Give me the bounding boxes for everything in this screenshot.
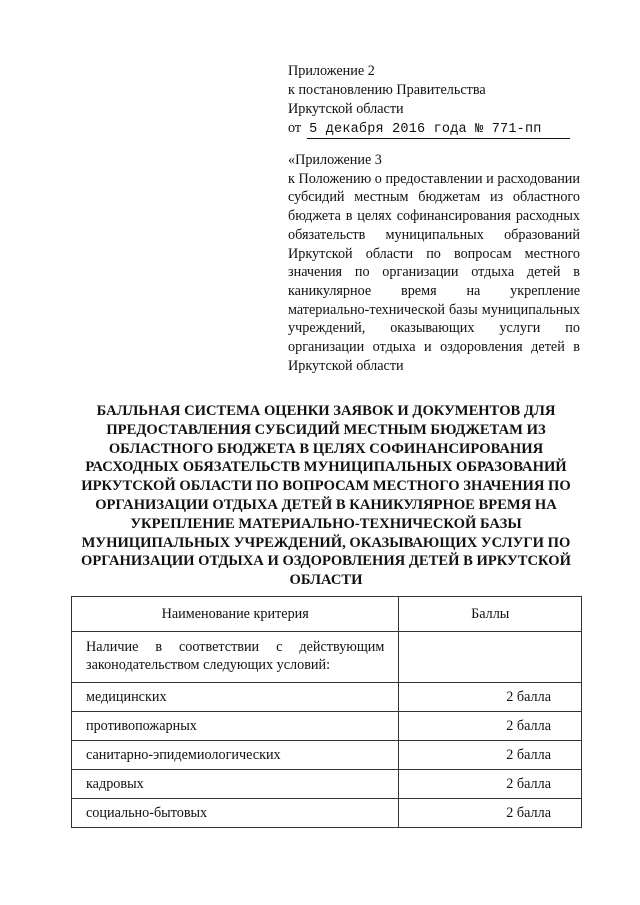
score-cell: 2 балла: [399, 741, 582, 770]
appendix-3-label: «Приложение 3: [288, 152, 382, 168]
table-intro-row: [72, 632, 582, 683]
appendix-2-region: Иркутской области: [288, 101, 404, 117]
criterion-cell: противопожарных: [72, 712, 399, 741]
table-row: [72, 683, 582, 712]
table-row: [72, 770, 582, 799]
score-cell: 2 балла: [399, 770, 582, 799]
appendix-3-description: к Положению о предоставлении и расходовании субсидий местным бюджетам из областного бюджета в целях софинансирования расходных обязательств муниципальных образований Иркутской области по вопросам местного значения по организации отдыха детей в каникулярное время на укрепление материально-технической базы муниципальных учреждений, оказывающих услуги по организации отдыха и оздоровления детей в Иркутской области: [288, 170, 580, 374]
score-cell: 2 балла: [399, 712, 582, 741]
intro-cell: Наличие в соответствии с действующим законодательством следующих условий:: [72, 632, 399, 683]
criterion-cell: социально-бытовых: [72, 799, 399, 828]
appendix-2-resolution-ref: к постановлению Правительства: [288, 82, 486, 98]
appendix-2-label: Приложение 2: [288, 63, 375, 79]
criterion-cell: кадровых: [72, 770, 399, 799]
table-row: [72, 799, 582, 828]
document-title: БАЛЛЬНАЯ СИСТЕМА ОЦЕНКИ ЗАЯВОК И ДОКУМЕНТОВ ДЛЯ ПРЕДОСТАВЛЕНИЯ СУБСИДИЙ МЕСТНЫМ БЮДЖЕТАМ ИЗ ОБЛАСТНОГО БЮДЖЕТА В ЦЕЛЯХ СОФИНАНСИРОВАНИЯ РАСХОДНЫХ ОБЯЗАТЕЛЬСТВ МУНИЦИПАЛЬНЫХ ОБРАЗОВАНИЙ ИРКУТСКОЙ ОБЛАСТИ ПО ВОПРОСАМ МЕСТНОГО ЗНАЧЕНИЯ ПО ОРГАНИЗАЦИИ ОТДЫХА ДЕТЕЙ В КАНИКУЛЯРНОЕ ВРЕМЯ НА УКРЕПЛЕНИЕ МАТЕРИАЛЬНО-ТЕХНИЧЕСКОЙ БАЗЫ МУНИЦИПАЛЬНЫХ УЧРЕЖДЕНИЙ, ОКАЗЫВАЮЩИХ УСЛУГИ ПО ОРГАНИЗАЦИИ ОТДЫХА И ОЗДОРОВЛЕНИЯ ДЕТЕЙ В ИРКУТСКОЙ ОБЛАСТИ: [81, 403, 571, 589]
table-row: [72, 712, 582, 741]
date-prefix: от: [288, 120, 302, 136]
table-row: [72, 741, 582, 770]
criterion-cell: медицинских: [72, 683, 399, 712]
criterion-cell: санитарно-эпидемиологических: [72, 741, 399, 770]
appendix-3-block: [288, 151, 580, 375]
appendix-2-date-line: [288, 119, 568, 139]
header-score: Баллы: [399, 597, 582, 632]
intro-score-cell: [399, 632, 582, 683]
header-criterion: Наименование критерия: [72, 597, 399, 632]
score-cell: 2 балла: [399, 799, 582, 828]
resolution-date: 5 декабря 2016 года № 771-пп: [307, 122, 569, 139]
score-cell: 2 балла: [399, 683, 582, 712]
appendix-2-block: [288, 62, 568, 139]
table-header-row: [72, 597, 582, 632]
criteria-table: [71, 596, 582, 828]
